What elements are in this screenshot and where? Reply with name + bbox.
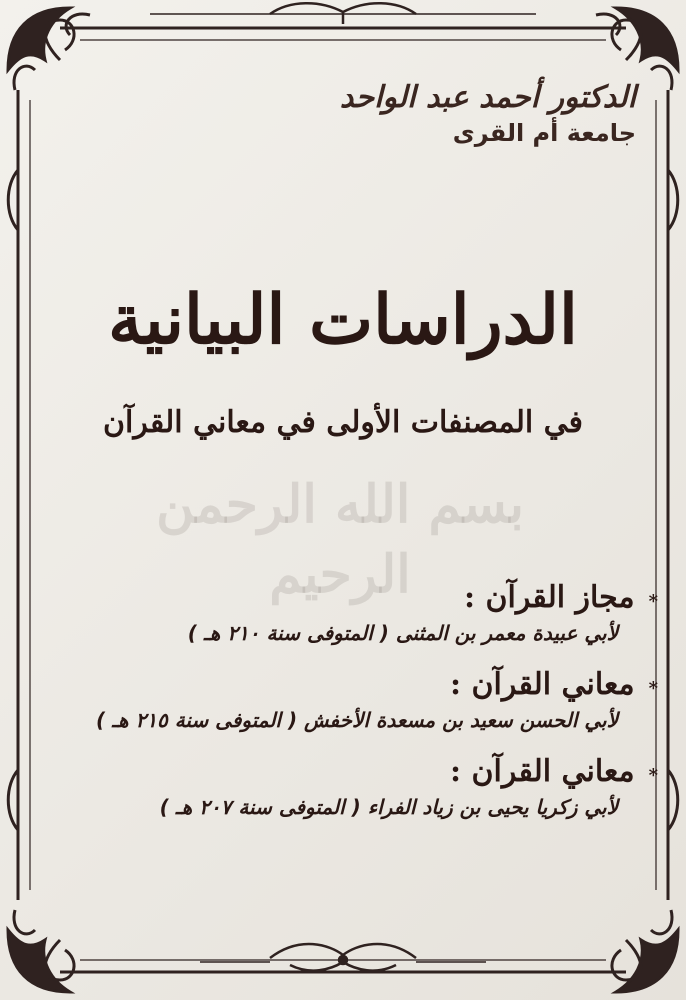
book-item-title: مجاز القرآن : — [463, 580, 635, 615]
book-subtitle: في المصنفات الأولى في معاني القرآن — [102, 405, 584, 440]
star-icon: * — [648, 678, 658, 699]
corner-ornament-top-left — [8, 8, 90, 90]
books-list — [18, 580, 658, 841]
book-item-author: لأبي زكريا يحيى بن زياد الفراء ( المتوفى سنة ٢٠٧ هـ ) — [159, 795, 618, 819]
bottom-center-ornament — [200, 944, 486, 971]
book-item-author: لأبي عبيدة معمر بن المثنى ( المتوفى سنة ٢١٠ هـ ) — [187, 621, 618, 645]
author-block — [340, 80, 636, 147]
author-name: الدكتور أحمد عبد الواحد — [339, 80, 636, 115]
book-item-title: معاني القرآن : — [450, 754, 635, 789]
star-icon: * — [648, 591, 658, 612]
author-university: جامعة أم القرى — [452, 119, 636, 147]
basmala-watermark-text: بسم الله الرحمن الرحيم — [156, 474, 524, 605]
corner-ornament-top-right — [596, 8, 678, 90]
corner-ornament-bottom-right — [612, 910, 678, 992]
book-title: الدراسات البيانية — [108, 280, 578, 360]
book-item-author: لأبي الحسن سعيد بن مسعدة الأخفش ( المتوفى سنة ٢١٥ هـ ) — [96, 708, 618, 732]
star-icon: * — [648, 765, 658, 786]
book-item-title: معاني القرآن : — [450, 667, 635, 702]
book-item — [18, 667, 658, 732]
corner-ornament-bottom-left — [8, 910, 74, 992]
book-item — [18, 754, 658, 819]
book-item — [18, 580, 658, 645]
top-center-ornament — [150, 3, 536, 24]
